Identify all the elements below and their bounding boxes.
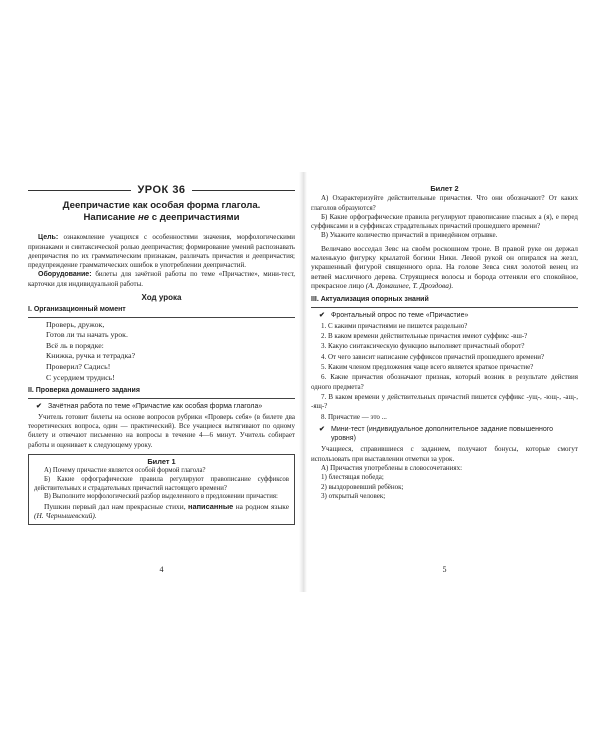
ticket-1-title: Билет 1 <box>147 457 176 467</box>
lesson-number: УРОК 36 <box>137 184 186 196</box>
task-item: ✔ Фронтальный опрос по теме «Причастие» <box>319 311 469 319</box>
question-item: 4. От чего зависит написание суффиксов причастий прошедшего времени? <box>321 352 545 361</box>
equipment-paragraph: Оборудование: билеты для зачётной работы по теме «Причастие», мини-тест, карточки для индивидуальной работы. <box>28 270 295 288</box>
course-heading: Ход урока <box>141 293 182 303</box>
ticket-2-title: Билет 2 <box>430 184 459 193</box>
question-item: 8. Причастие — это ... <box>321 412 387 421</box>
minitest-question: А) Причастия употреблены в словосочетаниях: <box>321 464 463 473</box>
checkmark-icon: ✔ <box>319 311 325 319</box>
checkmark-icon: ✔ <box>36 402 42 410</box>
question-item: 1. С какими причастиями не пишется раздельно? <box>321 321 468 330</box>
section-heading-3: III. Актуализация опорных знаний <box>311 295 578 307</box>
lesson-title: Деепричастие как особая форма глагола. Написание не с деепричастиями <box>62 200 261 224</box>
book-spread <box>28 182 584 580</box>
page-number-right: 5 <box>442 564 447 574</box>
left-page <box>28 182 295 580</box>
minitest-intro: Учащиеся, справившиеся с заданием, получают бонусы, которые смогут использовать при выставлении отметки за урок. <box>311 445 578 463</box>
question-item: 5. Каким членом предложения чаще всего является краткое причастие? <box>321 363 534 372</box>
task-item: ✔ Зачётная работа по теме «Причастие как особая форма глагола» <box>36 402 263 410</box>
minitest-options: 1) блестящая победа; 2) выздоровевший ребёнок; 3) открытый человек; <box>321 473 404 500</box>
question-item: 7. В каком времени у действительных причастий пишется суффикс -ущ-, -ющ-, -ащ-, -ящ-? <box>311 392 578 411</box>
poem: Проверь, дружок, Готов ли ты начать урок. Всё ль в порядке: Книжка, ручка и тетрадка? Проверил? Садись! С усердием трудись! <box>46 319 136 382</box>
ticket-2-quote: Величаво восседал Зевс на своём роскошном троне. В правой руке он держал маленькую фигурку крылатой богини Ники. Левой рукой он опирался на жезл, украшенный фигурой священного орла. На голове Зевса сиял золотой венец из ветвей масличного дерева. Струящиеся волосы и борода оттеняли его спокойное, прекрасное лицо (А. Домашнее, Т. Дроздова). <box>311 243 578 290</box>
lesson-header <box>28 186 295 195</box>
page-number-left: 4 <box>159 564 164 574</box>
question-item: 3. Какую синтаксическую функцию выполняет причастный оборот? <box>321 342 525 351</box>
ticket-1-box: Билет 1 А) Почему причастие является особой формой глагола? Б) Какие орфографические правила регулируют правописание суффиксов действительных и страдательных причастий настоящего времени? В) Выполните морфологический разбор выделенного в предложении причастия: Пушкин первый дал нам прекрасные стихи, написанные на родном языке (Н. Чернышевский). <box>28 454 295 524</box>
book-gutter <box>299 172 307 592</box>
section-heading-2: II. Проверка домашнего задания <box>28 386 295 398</box>
checkmark-icon: ✔ <box>319 425 325 433</box>
goal-paragraph: Цель: ознакомление учащихся с особенностями значения, морфологическими признаками и синтаксической ролью деепричастия; формирование умений распознавать деепричастия по их грамматическим признакам, различать причастия и деепричастия; предупреждение грамматических ошибок в употреблении деепричастий. <box>28 233 295 270</box>
teacher-text: Учитель готовит билеты на основе вопросов рубрики «Проверь себя» (в билете два теоретических вопроса, один — практический). Все учащиеся вытягивают по одному билету и отвечают письменно на вопросы в течение 4—6 минут. Учитель собирает работы и оценивает к следующему уроку. <box>28 412 295 449</box>
ticket-1-quote: Пушкин первый дал нам прекрасные стихи, написанные на родном языке (Н. Чернышевский). <box>34 501 289 521</box>
right-page: Билет 2 А) Охарактеризуйте действительные причастия. Что они обозначают? От каких глаголов образуются? Б) Какие орфографические правила регулируют правописание гласных а (я), е перед суффиксами и в суффиксах страдательных причастий прошедшего времени? В) Укажите количество причастий в приведённом отрывке. Величаво восседал Зевс на своём роскошном троне. В правой руке он держал маленькую фигурку крылатой богини Ники. Левой рукой он опирался на жезл, украшенный фигурой священного орла. На голове Зевса сиял золотой венец из ветвей масличного дерева. Струящиеся волосы и борода оттеняли его спокойное, прекрасное лицо (А. Домашнее, Т. Дроздова). III. Актуализация опорных знаний ✔ Фронтальный опрос по теме «Причастие» 1. С какими причастиями не пишется раздельно? 2. В каком времени действительные причастия имеют суффикс -вш-? 3. Какую синтаксическую функцию выполняет причастный оборот? 4. От чего зависит написание суффиксов причастий прошедшего времени? 5. Каким членом предложения чаще всего является краткое причастие? 6. Какие причастия обозначают признак, который возник в результате действия одного предмета? 7. В каком времени у действительных причастий пишется суффикс -ущ-, -ющ-, -ащ-, -ящ-? 8. Причастие — это ... ✔ Мини-тест (индивидуальное дополнительное задание повышенного уровня) Учащиеся, справившиеся с заданием, получают бонусы, которые смогут использовать при выставлении отметки за урок. А) Причастия употреблены в словосочетаниях: 1) блестящая победа; 2) выздоровевший ребёнок; 3) открытый человек; 5 <box>311 184 578 574</box>
question-item: 6. Какие причастия обозначают признак, который возник в результате действия одного предмета? <box>311 373 578 391</box>
task-item: ✔ Мини-тест (индивидуальное дополнительное задание повышенного уровня) <box>319 425 554 443</box>
section-heading-1: I. Организационный момент <box>28 305 295 317</box>
question-item: 2. В каком времени действительные причастия имеют суффикс -вш-? <box>321 332 528 341</box>
